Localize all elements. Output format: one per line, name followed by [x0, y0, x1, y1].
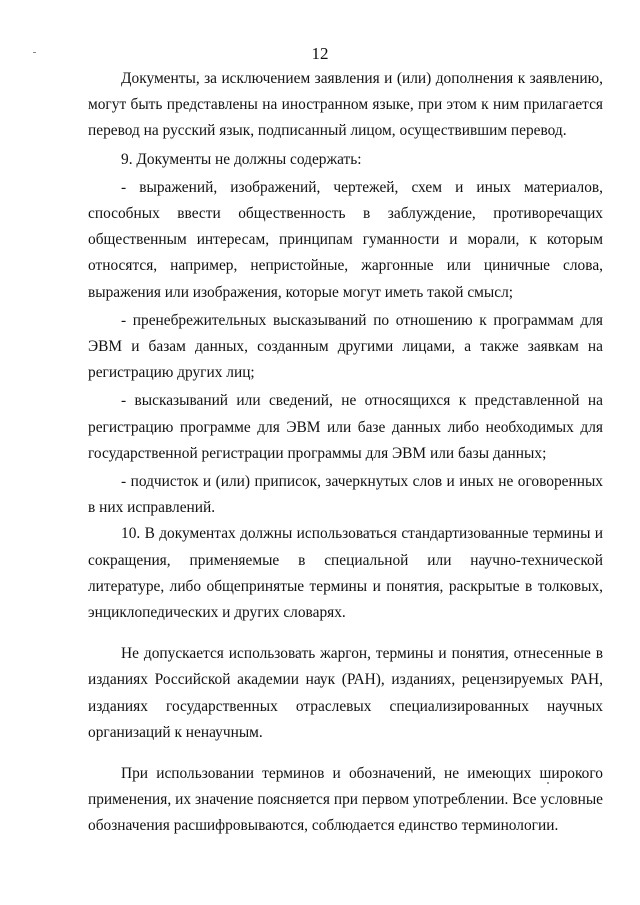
- paragraph-item-10: 10. В документах должны использоваться стандартизованные термины и сокращения, применяемые в специальной или научно-технической литературе, либо общепринятые термины и понятия, раскрытые в толковых, энциклопедических и других словарях.: [88, 525, 603, 622]
- paragraph-item-9-heading: 9. Документы не должны содержать:: [121, 150, 362, 168]
- paragraph-item-9-bullet-2: - пренебрежительных высказываний по отношению к программам для ЭВМ и базам данных, созданным другими лицами, а также заявкам на регистрацию других лиц;: [88, 311, 603, 382]
- paragraph-terms-explanation: При использовании терминов и обозначений, не имеющих широкого применения, их значение поясняется при первом употреблении. Все условные обозначения расшифровываются, соблюдается единство терминологии.: [88, 765, 603, 835]
- paragraph-jargon-prohibition: Не допускается использовать жаргон, термины и понятия, отнесенные в изданиях Российской академии наук (РАН), изданиях, рецензируемых РАН, изданиях государственных отраслевых специализированных научных организаций к ненаучным.: [88, 645, 603, 741]
- paragraph-item-9-bullet-1: - выражений, изображений, чертежей, схем и иных материалов, способных ввести общественность в заблуждение, противоречащих общественным интересам, принципам гуманности и морали, к которым относятся, например, непристойные, жаргонные или циничные слова, выражения или изображения, которые могут иметь такой смысл;: [88, 178, 603, 301]
- document-body: [88, 66, 603, 840]
- page-number: 12: [311, 44, 329, 63]
- scan-speck: [547, 782, 549, 784]
- paragraph-foreign-language-docs: Документы, за исключением заявления и (или) дополнения к заявлению, могут быть представлены на иностранном языке, при этом к ним прилагается перевод на русский язык, подписанный лицом, осуществившим перевод.: [88, 70, 603, 140]
- paragraph-item-9-bullet-4: - подчисток и (или) приписок, зачеркнутых слов и иных не оговоренных в них исправлений.: [88, 473, 603, 517]
- paragraph-item-9-bullet-3: - высказываний или сведений, не относящихся к представленной на регистрацию программе для ЭВМ или базе данных либо необходимых для государственной регистрации программы для ЭВМ или базы данных;: [88, 392, 603, 462]
